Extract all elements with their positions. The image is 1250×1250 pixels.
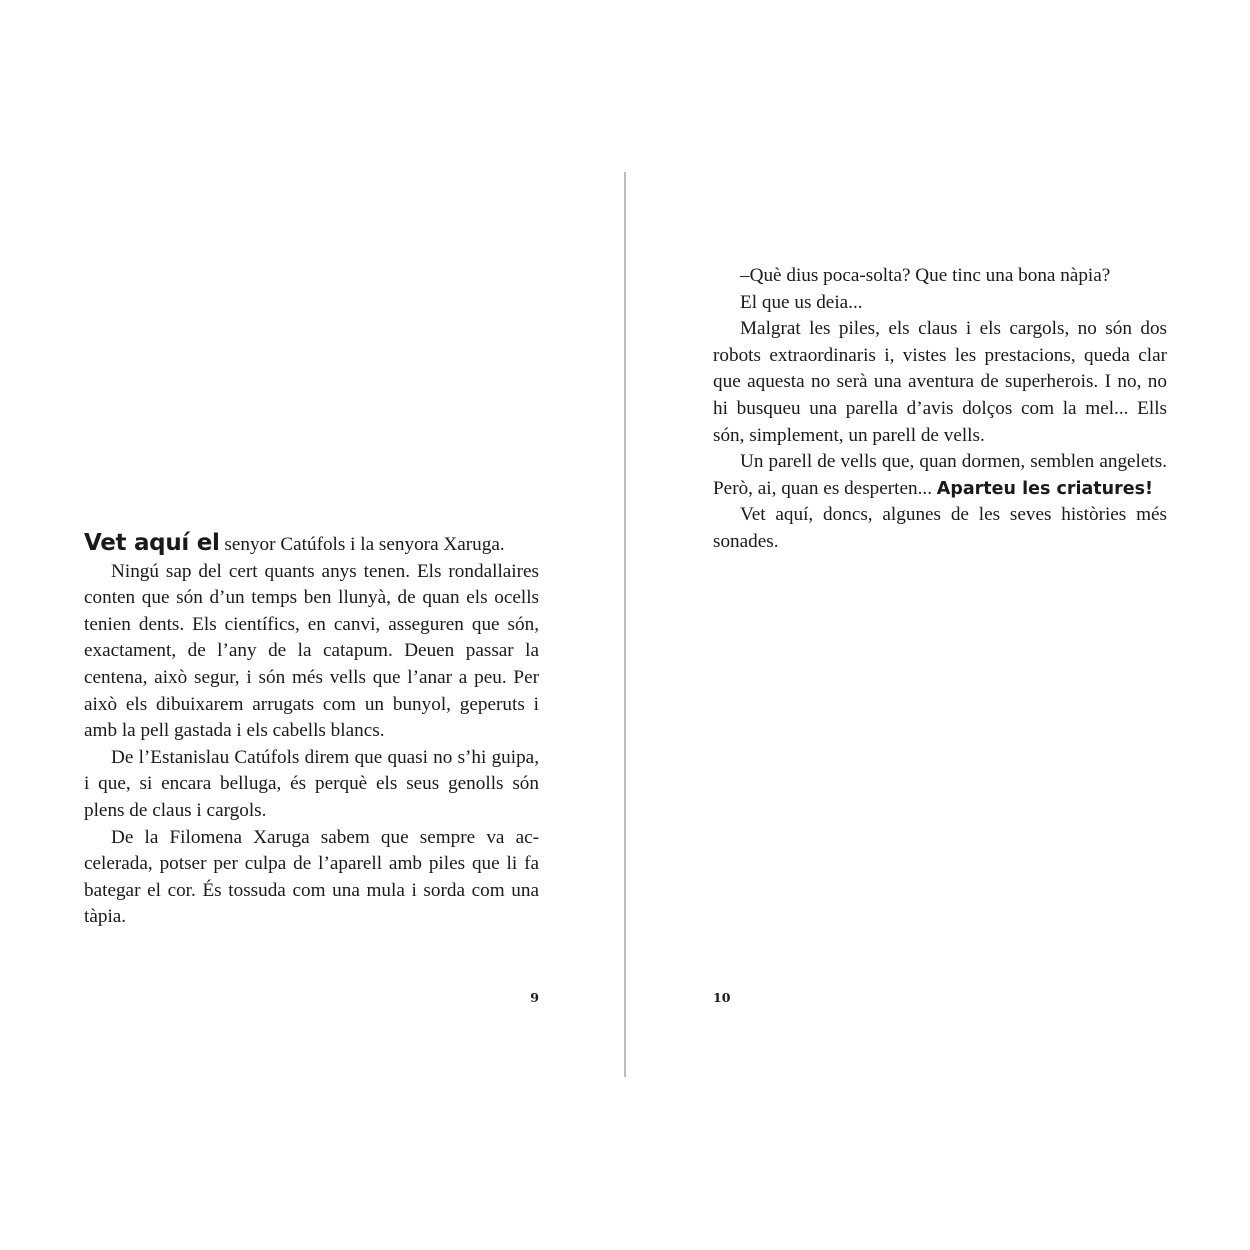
body-paragraph: El que us deia... bbox=[740, 291, 863, 313]
body-paragraph: Malgrat les piles, els claus i els cargols, no són dos robots extraordinaris i, vistes les prestacions, queda clar que aquesta no serà una aventura de superherois. I no, no hi busqueu una parella d’avis dolços com la mel... Ells són, simplement, un parell de vells. bbox=[713, 318, 1167, 446]
body-paragraph bbox=[713, 449, 1167, 502]
body-paragraph: De la Filomena Xaruga sabem que sempre va accelerada, potser per culpa de l’aparell amb piles que li fa bategar el cor. És tossuda com una mula i sorda com una tàpia. bbox=[84, 826, 539, 928]
opening-sentence: senyor Catúfols i la senyora Xaruga. bbox=[219, 534, 505, 555]
dialogue-line: –Què dius poca-solta? Que tinc una bona nàpia? bbox=[740, 265, 1111, 286]
left-page-text bbox=[84, 530, 539, 931]
emphasized-warning: Aparteu les criatures! bbox=[936, 478, 1154, 499]
opening-paragraph bbox=[84, 530, 539, 559]
closing-paragraph: Vet aquí, doncs, algunes de les seves històries més sonades. bbox=[713, 504, 1167, 552]
page-number-right: 10 bbox=[713, 990, 731, 1005]
body-paragraph: De l’Estanislau Catúfols direm que quasi no s’hi guipa, i que, si encara belluga, és perquè els seus genolls són plens de claus i cargols. bbox=[84, 746, 539, 821]
spine-divider bbox=[624, 172, 626, 1077]
page-number-left: 9 bbox=[530, 990, 539, 1005]
body-paragraph: Ningú sap del cert quants anys tenen. Els rondallaires conten que són d’un temps ben llunyà, de quan els ocells tenien dents. Els científics, en canvi, asseguren que són, exactament, de l’any de la catapum. Deuen passar la centena, això segur, i són més vells que l’anar a peu. Per això els dibuixarem arrugats com un bunyol, geperuts i amb la pell gastada i els cabells blancs. bbox=[84, 560, 539, 742]
right-page-text bbox=[713, 263, 1167, 556]
paragraph-text: Un parell de vells que, quan dormen, semblen angelets. Però, ai, quan es desperten... bbox=[713, 451, 1167, 499]
lead-in-words: Vet aquí el bbox=[84, 530, 220, 556]
